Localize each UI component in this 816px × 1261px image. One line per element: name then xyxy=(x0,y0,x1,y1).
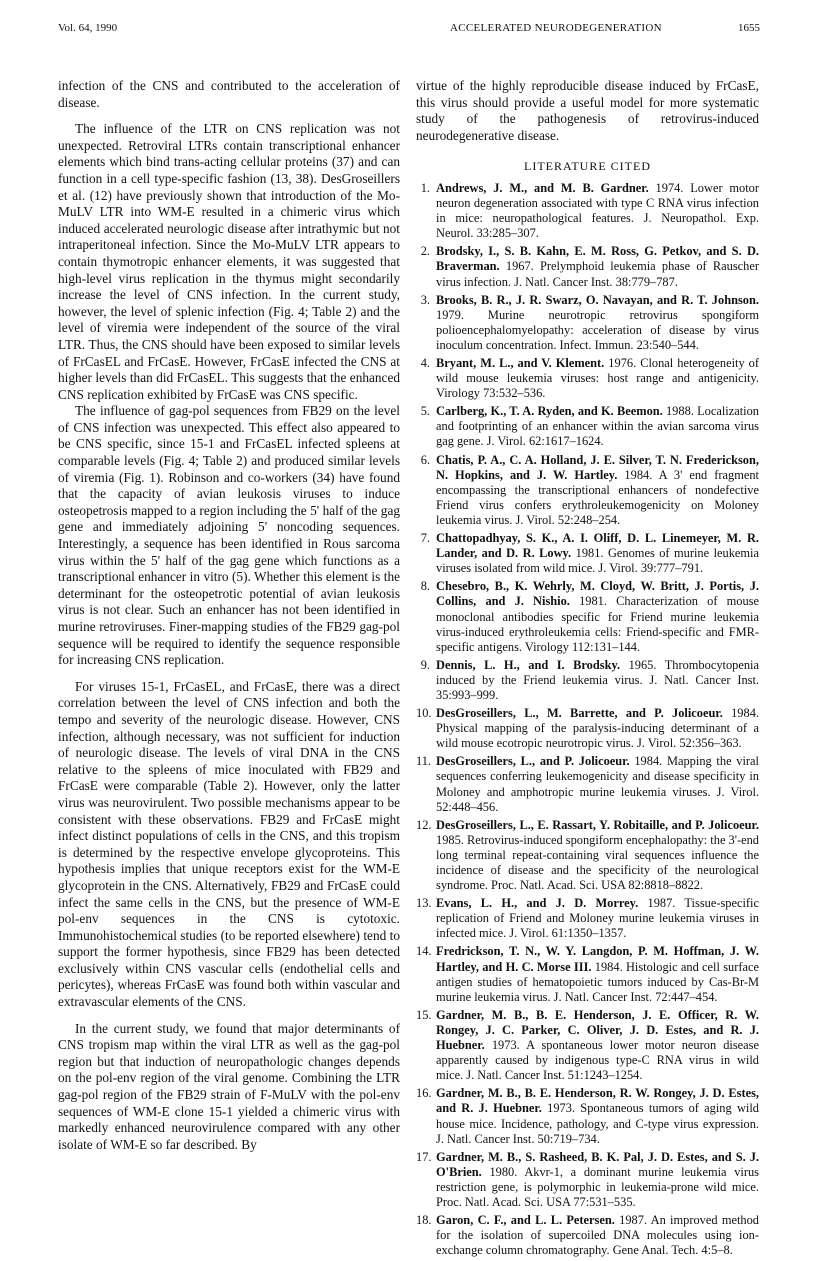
volume-label: Vol. 64, 1990 xyxy=(58,22,118,34)
reference-number: 5. xyxy=(420,404,430,419)
paragraph: infection of the CNS and contributed to the acceleration of disease. xyxy=(58,78,400,110)
reference-number: 11. xyxy=(416,754,432,769)
reference-authors: Andrews, J. M., and M. B. Gardner. xyxy=(436,180,649,195)
reference-number: 7. xyxy=(420,531,430,546)
running-title: ACCELERATED NEURODEGENERATION xyxy=(450,22,662,34)
paragraph: For viruses 15-1, FrCasEL, and FrCasE, there was a direct correlation between the level of CNS infection and both the tempo and severity of the neurologic disease. However, CNS infection, although necessary, was not sufficient for induction of neurologic disease. The levels of viral DNA in the CNS relative to the spleens of mice inoculated with FB29 and FrCasE were comparable (Table 2). However, only the latter virus was neurovirulent. Two possible mechanisms appear to be consistent with these observations. FB29 and FrCasE might infect distinct populations of cells in the CNS, and this tropism is determined by the respective envelope glycoproteins. This hypothesis implies that unique receptors exist for the WM-E glycoprotein in the CNS. Alternatively, FB29 and FrCasE could infect the same cells in the CNS, but the presence of WM-E pol-env sequences in the CNS is cytotoxic. Immunohistochemical studies (to be reported elsewhere) tend to support the former hypothesis, since FB29 has been detected exclusively within CNS vascular cells (endothelial cells and pericytes), whereas FrCasE was found both within vascular and extravascular elements of the CNS. xyxy=(58,678,400,1010)
reference-authors: Dennis, L. H., and I. Brodsky. xyxy=(436,657,621,672)
reference-item xyxy=(416,818,759,893)
reference-authors: Bryant, M. L., and V. Klement. xyxy=(436,356,605,370)
reference-text: 1980. Akvr-1, a dominant murine leukemia virus restriction gene, is polymorphic in leukemia-prone wild mice. Proc. Natl. Acad. Sci. USA 77:531–535. xyxy=(436,1164,759,1209)
reference-text: 1973. Spontaneous tumors of aging wild house mice. Incidence, pathology, and C-type virus expression. J. Natl. Cancer Inst. 50:719–734. xyxy=(436,1101,759,1146)
reference-text: 1974. Lower motor neuron degeneration associated with type C RNA virus infection in mice: neuropathological features. J. Neuropathol. Exp. Neurol. 33:285–307. xyxy=(436,180,759,241)
reference-item xyxy=(416,1008,759,1083)
reference-item xyxy=(416,579,759,654)
reference-number: 12. xyxy=(416,817,432,832)
reference-authors: Carlberg, K., T. A. Ryden, and K. Beemon. xyxy=(436,404,663,419)
reference-text: 1981. Characterization of mouse monoclonal antibodies specific for Friend murine leukemia virus-induced erythroleukemia cells: Friend-specific and FMR-specific antigens. Virology 112:131–144. xyxy=(436,594,760,654)
reference-authors: Chattopadhyay, S. K., A. I. Oliff, D. L. Linemeyer, M. R. Lander, and D. R. Lowy. xyxy=(436,531,759,561)
reference-text: 1981. Genomes of murine leukemia viruses isolated from wild mice. J. Virol. 39:777–791. xyxy=(436,546,759,576)
reference-number: 9. xyxy=(420,657,430,672)
reference-authors: Gardner, M. B., B. E. Henderson, R. W. Rongey, J. D. Estes, and R. J. Huebner. xyxy=(436,1086,759,1116)
reference-item xyxy=(416,181,759,241)
reference-item xyxy=(416,658,759,703)
reference-authors: Brooks, B. R., J. R. Swarz, O. Navayan, and R. T. Johnson. xyxy=(436,292,759,307)
reference-number: 4. xyxy=(420,356,430,370)
reference-text: 1984. Histologic and cell surface antigen studies of hematopoietic tumors induced by Cas-Br-M murine leukemia virus. J. Natl. Cancer Inst. 72:447–454. xyxy=(436,959,759,1004)
running-header xyxy=(0,22,816,44)
reference-item xyxy=(416,453,759,528)
reference-item xyxy=(416,706,759,751)
reference-number: 14. xyxy=(416,944,432,959)
reference-authors: Evans, L. H., and J. D. Morrey. xyxy=(436,896,639,911)
reference-item xyxy=(416,944,759,1004)
reference-number: 6. xyxy=(420,452,430,467)
reference-text: 1979. Murine neurotropic retrovirus spongiform polioencephalomyelopathy: acceleration of disease by virus inoculum concentration. Infect. Immun. 23:540–544. xyxy=(436,307,759,352)
reference-authors: Chatis, P. A., C. A. Holland, J. E. Silver, T. N. Frederickson, N. Hopkins, and J. W. Hartley. xyxy=(436,452,759,482)
reference-number: 10. xyxy=(416,706,432,721)
paragraph: virtue of the highly reproducible disease induced by FrCasE, this virus should provide a useful model for more systematic study of the pathogenesis of retrovirus-induced neurodegenerative disease. xyxy=(416,78,759,143)
reference-text: 1967. Prelymphoid leukemia phase of Rauscher virus infection. J. Natl. Cancer Inst. 38:779–787. xyxy=(436,259,759,289)
reference-item xyxy=(416,404,759,449)
reference-item xyxy=(416,531,759,576)
reference-number: 16. xyxy=(416,1086,432,1101)
reference-number: 8. xyxy=(420,579,430,594)
reference-text: 1988. Localization and footprinting of an enhancer within the avian sarcoma virus gag gene. J. Virol. 62:1617–1624. xyxy=(436,404,759,449)
reference-item xyxy=(416,356,759,401)
reference-authors: Chesebro, B., K. Wehrly, M. Cloyd, W. Britt, J. Portis, J. Collins, and J. Nishio. xyxy=(436,579,759,609)
reference-authors: Brodsky, I., S. B. Kahn, E. M. Ross, G. Petkov, and S. D. Braverman. xyxy=(436,244,759,274)
reference-text: 1984. Physical mapping of the paralysis-inducing determinant of a wild mouse ecotropic neurotropic virus. J. Virol. 52:356–363. xyxy=(436,706,759,751)
reference-authors: Gardner, M. B., S. Rasheed, B. K. Pal, J. D. Estes, and S. J. O'Brien. xyxy=(436,1149,759,1179)
reference-authors: Gardner, M. B., B. E. Henderson, J. E. Officer, R. W. Rongey, J. C. Parker, C. Oliver, J. D. Estes, and R. J. Huebner. xyxy=(436,1007,759,1053)
paragraph: The influence of the LTR on CNS replication was not unexpected. Retroviral LTRs contain transcriptional enhancer elements which bind trans-acting cellular proteins (37) and can function in a cell type-specific fashion (13, 38). DesGroseillers et al. (12) have previously shown that introduction of the Mo-MuLV LTR into WM-E resulted in a chimeric virus which induced accelerated neurologic disease after intrathymic but not intraperitoneal infection. Since the Mo-MuLV LTR appears to contain thymotropic enhancer elements, it was suggested that high-level virus replication in the thymus might secondarily increase the level of CNS infection. In the current study, however, the level of splenic infection (Fig. 4; Table 2) and the level of viremia were independent of the source of the viral LTR. Thus, the CNS should have been exposed to similar levels of FrCasEL and FrCasE. However, FrCasE infected the CNS at higher levels than did FrCasEL. This suggests that the enhanced CNS replication exhibited by FrCasE was CNS specific. xyxy=(58,121,400,402)
reference-number: 15. xyxy=(416,1007,432,1022)
reference-item xyxy=(416,754,759,814)
reference-number: 17. xyxy=(416,1149,432,1164)
reference-text: 1973. A spontaneous lower motor neuron disease apparently caused by indigenous type-C RNA virus in wild mice. J. Natl. Cancer Inst. 51:1243–1254. xyxy=(436,1038,759,1083)
reference-authors: Garon, C. F., and L. L. Petersen. xyxy=(436,1213,615,1228)
reference-text: 1985. Retrovirus-induced spongiform encephalopathy: the 3'-end long terminal repeat-containing viral sequences influence the incidence of disease and the specificity of the neurological syndrome. Proc. Natl. Acad. Sci. USA 82:8818–8822. xyxy=(436,832,759,893)
reference-number: 1. xyxy=(420,180,430,195)
reference-text: 1987. Tissue-specific replication of Friend and Moloney murine leukemia viruses in infected mice. J. Virol. 61:1350–1357. xyxy=(436,896,759,941)
paragraph: The influence of gag-pol sequences from FB29 on the level of CNS infection was unexpected. This effect also appeared to be CNS specific, since 15-1 and FrCasEL infected spleens at comparable levels (Fig. 4; Table 2) and produced similar levels of viremia (Fig. 1). Robinson and co-workers (34) have found that the capacity of avian leukosis viruses to induce osteopetrosis mapped to a region including the 5' half of the gag gene and immediately adjoining 5' noncoding sequences. Interestingly, a sequence has been identified in Rous sarcoma virus within the 5' half of the gag gene which functions as a transcriptional enhancer in vitro (5). Whether this element is the determinant for the osteopetrotic potential of avian leukosis virus is not clear. Such an enhancer has not been identified in murine retroviruses. Finer-mapping studies of the FB29 gag-pol sequence will be required to identify the sequence responsible for increasing CNS replication. xyxy=(58,403,400,668)
reference-authors: DesGroseillers, L., and P. Jolicoeur. xyxy=(436,754,630,769)
reference-item xyxy=(416,293,759,353)
reference-number: 13. xyxy=(416,896,432,911)
reference-item xyxy=(416,1086,759,1146)
reference-text: 1976. Clonal heterogeneity of wild mouse leukemia viruses: host range and antigenicity. Virology 73:532–536. xyxy=(436,356,760,401)
reference-text: 1984. A 3' end fragment encompassing the transcriptional enhancers of nondefective Friend virus confers erythroleukemogenicity on Moloney leukemia virus. J. Virol. 52:248–254. xyxy=(436,467,759,527)
page-number: 1655 xyxy=(738,22,760,34)
reference-text: 1984. Mapping the viral sequences conferring leukemogenicity and disease specificity in Moloney and amphotropic murine leukemia viruses. J. Virol. 52:448–456. xyxy=(436,754,760,814)
reference-item xyxy=(416,1150,759,1210)
reference-list xyxy=(416,181,759,1258)
reference-authors: DesGroseillers, L., E. Rassart, Y. Robitaille, and P. Jolicoeur. xyxy=(436,817,759,832)
reference-item xyxy=(416,244,759,289)
reference-number: 2. xyxy=(420,244,430,259)
reference-item xyxy=(416,1213,759,1258)
reference-number: 18. xyxy=(416,1213,432,1228)
reference-text: 1987. An improved method for the isolation of supercoiled DNA molecules using ion-exchange column chromatography. Gene Anal. Tech. 4:5–8. xyxy=(436,1213,759,1258)
reference-number: 3. xyxy=(420,292,430,307)
reference-text: 1965. Thrombocytopenia induced by the Friend leukemia virus. J. Natl. Cancer Inst. 35:993–999. xyxy=(436,657,759,702)
section-title: LITERATURE CITED xyxy=(524,159,651,174)
paragraph: In the current study, we found that major determinants of CNS tropism map within the viral LTR as well as the gag-pol region but that induction of neuropathologic changes depends on the pol-env region of the viral genome. Combining the LTR gag-pol region of the FB29 strain of F-MuLV with the pol-env sequences of WM-E clone 15-1 yielded a chimeric virus with markedly enhanced neurovirulence compared with any other isolate of WM-E so far described. By xyxy=(58,1020,400,1152)
reference-authors: Fredrickson, T. N., W. Y. Langdon, P. M. Hoffman, J. W. Hartley, and H. C. Morse III. xyxy=(436,944,759,974)
reference-item xyxy=(416,896,759,941)
left-column xyxy=(58,78,400,1153)
reference-authors: DesGroseillers, L., M. Barrette, and P. Jolicoeur. xyxy=(436,706,723,721)
right-column xyxy=(416,78,759,1261)
